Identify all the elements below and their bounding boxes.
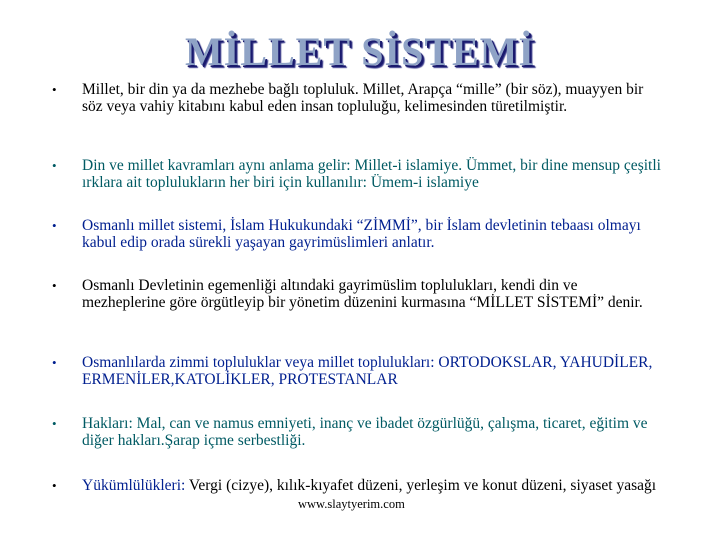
bullet-icon: •: [52, 416, 57, 431]
item-rest: Vergi (cizye), kılık-kıyafet düzeni, yerleşim ve konut düzeni, siyaset yasağı: [185, 477, 657, 494]
item-text: [82, 478, 662, 495]
bullet-icon: •: [52, 158, 57, 173]
item-text: Osmanlı millet sistemi, İslam Hukukundaki “ZİMMİ”, bir İslam devletinin tebaası olmayı kabul edip orada sürekli yaşayan gayrimüslimleri anlatır.: [82, 217, 641, 251]
site-credit: www.slaytyerim.com: [298, 497, 405, 511]
bullet-icon: •: [52, 278, 57, 293]
item-text: Osmanlı Devletinin egemenliği altındaki gayrimüslim toplulukları, kendi din ve mezheplerine göre örgütleyip bir yönetim düzenini kurmasına “MİLLET SİSTEMİ” denir.: [82, 277, 643, 311]
item-text: Millet, bir din ya da mezhebe bağlı topluluk. Millet, Arapça “mille” (bir söz), muayyen bir söz veya vahiy kitabını kabul eden insan topluluğu, kelimesinden türetilmiştir.: [82, 81, 644, 115]
item-text: Osmanlılarda zimmi topluluklar veya millet toplulukları: ORTODOKSLAR, YAHUDİLER, ERMENİLER,KATOLİKLER, PROTESTANLAR: [82, 354, 653, 388]
item-text: Din ve millet kavramları aynı anlama gelir: Millet-i islamiye. Ümmet, bir dine mensup çeşitli ırklara ait toplulukların her biri için kullanılır: Ümem-i islamiye: [82, 157, 661, 191]
bullet-icon: •: [52, 355, 57, 370]
bullet-icon: •: [52, 82, 57, 97]
item-text: Hakları: Mal, can ve namus emniyeti, inanç ve ibadet özgürlüğü, çalışma, ticaret, eğitim ve diğer hakları.Şarap içme serbestliği.: [82, 415, 648, 449]
slide-title: MİLLET SİSTEMİ: [184, 29, 536, 74]
bullet-icon: •: [52, 218, 57, 233]
item-label: Yükümlülükleri:: [82, 477, 186, 494]
bullet-icon: •: [52, 478, 57, 493]
